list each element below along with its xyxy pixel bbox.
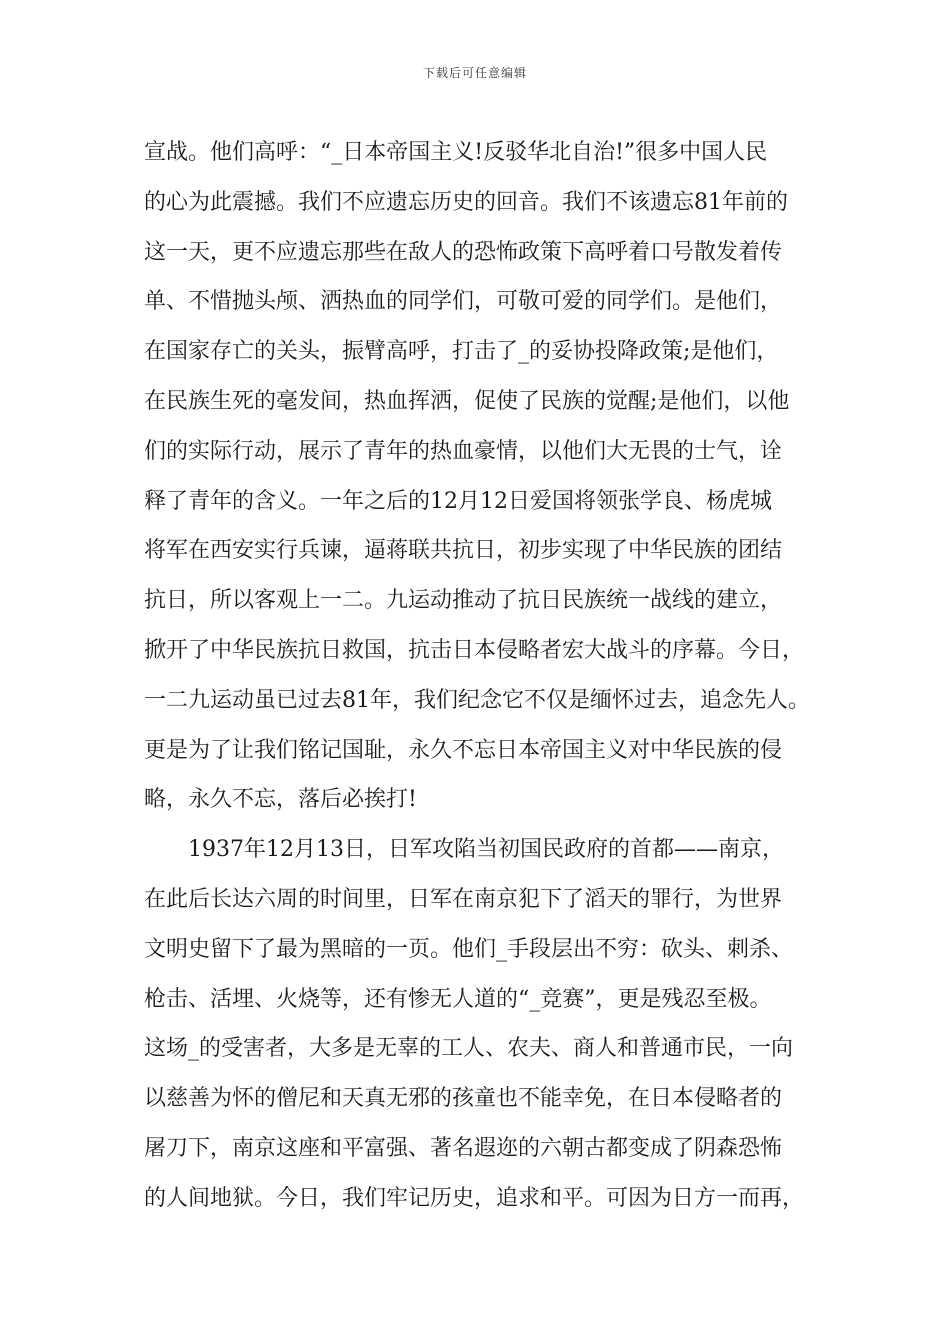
text-line: 抗日，所以客观上一二。九运动推动了抗日民族统一战线的建立，: [144, 588, 783, 614]
document-body: [144, 128, 824, 1224]
text-line: 的心为此震撼。我们不应遗忘历史的回音。我们不该遗忘81年前的: [144, 189, 788, 215]
page-header: 下载后可任意编辑: [422, 66, 527, 80]
text-line: 在民族生死的毫发间，热血挥洒，促使了民族的觉醒;是他们，以他: [144, 388, 790, 414]
text-line: 在国家存亡的关头，振臂高呼，打击了_的妥协投降政策;是他们，: [144, 339, 779, 365]
text-line: 将军在西安实行兵谏，逼蒋联共抗日，初步实现了中华民族的团结: [144, 538, 783, 564]
text-line: 在此后长达六周的时间里，日军在南京犯下了滔天的罪行，为世界: [144, 886, 783, 912]
text-line: 掀开了中华民族抗日救国，抗击日本侵略者宏大战斗的序幕。今日，: [144, 637, 805, 663]
text-line: 以慈善为怀的僧尼和天真无邪的孩童也不能幸免，在日本侵略者的: [144, 1086, 783, 1112]
text-line: 一二九运动虽已过去81年，我们纪念它不仅是缅怀过去，追念先人。: [144, 687, 810, 713]
text-line: 屠刀下，南京这座和平富强、著名遐迩的六朝古都变成了阴森恐怖: [144, 1135, 783, 1161]
text-line: 的人间地狱。今日，我们牢记历史，追求和平。可因为日方一而再，: [144, 1185, 805, 1211]
text-line: 释了青年的含义。一年之后的12月12日爱国将领张学良、杨虎城: [144, 488, 772, 514]
text-line: 枪击、活埋、火烧等，还有惨无人道的“_竞赛”，更是残忍至极。: [144, 986, 772, 1012]
text-line: 略，永久不忘，落后必挨打!: [144, 787, 417, 813]
text-line: 单、不惜抛头颅、洒热血的同学们，可敬可爱的同学们。是他们，: [144, 289, 783, 315]
text-line: 文明史留下了最为黑暗的一页。他们_手段层出不穷：砍头、刺杀、: [144, 936, 794, 962]
text-line: 们的实际行动，展示了青年的热血豪情，以他们大无畏的士气，诠: [144, 438, 783, 464]
text-line: 这场_的受害者，大多是无辜的工人、农夫、商人和普通市民，一向: [144, 1036, 794, 1062]
text-line: 宣战。他们高呼：“_日本帝国主义!反驳华北自治!”很多中国人民: [144, 140, 768, 165]
text-line: 这一天，更不应遗忘那些在敌人的恐怖政策下高呼着口号散发着传: [144, 239, 783, 265]
text-line: 更是为了让我们铭记国耻，永久不忘日本帝国主义对中华民族的侵: [144, 737, 783, 763]
paragraph-start-line: 1937年12月13日，日军攻陷当初国民政府的首都——南京，: [188, 837, 784, 863]
